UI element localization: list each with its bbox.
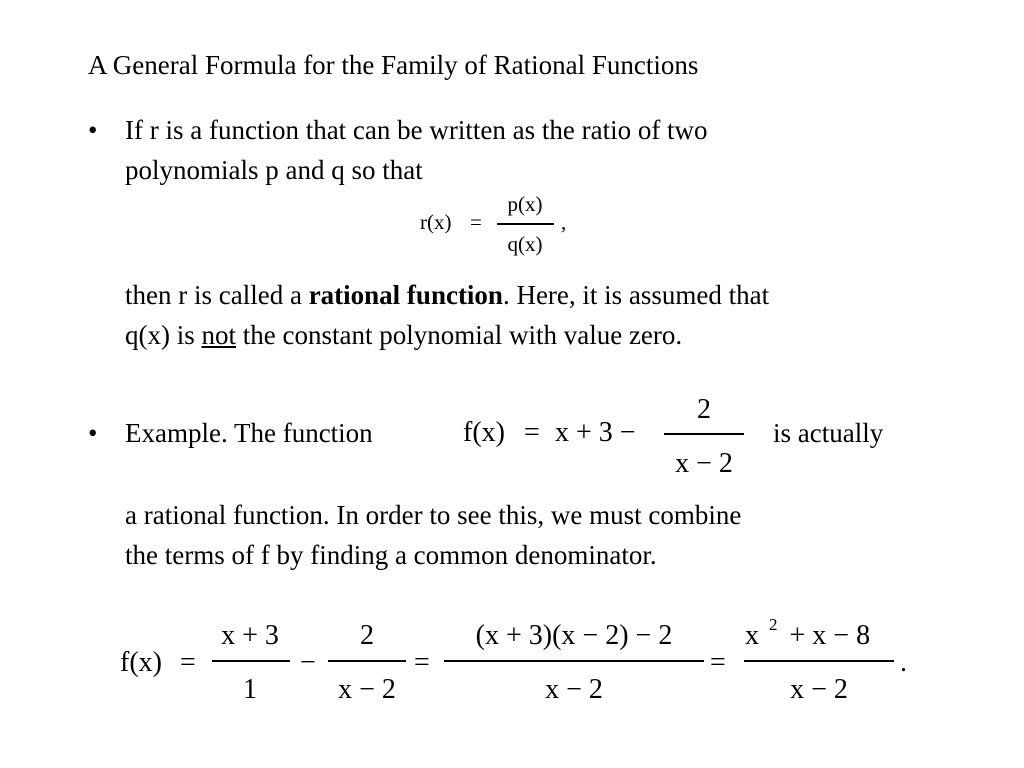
line3-text-end: . Here, it is assumed that — [502, 280, 770, 310]
slide-title: A General Formula for the Family of Rational Functions — [88, 50, 699, 80]
frac4-denominator: x − 2 — [790, 674, 848, 705]
formula-numerator: p(x) — [507, 192, 543, 216]
example-equals: = — [524, 417, 540, 448]
frac1-numerator: x + 3 — [221, 620, 279, 651]
bullet-marker-2: • — [88, 418, 98, 448]
bullet2-after: is actually — [773, 418, 884, 448]
example-numerator: 2 — [697, 394, 711, 425]
final-lhs: f(x) — [120, 647, 162, 678]
frac2-denominator: x − 2 — [338, 674, 396, 705]
final-period: . — [900, 647, 907, 678]
example-expr: x + 3 − — [555, 417, 636, 448]
final-minus: − — [300, 647, 316, 678]
final-equals-1: = — [180, 647, 196, 678]
frac4-bar — [744, 660, 894, 662]
bullet1-line2: polynomials p and q so that — [125, 155, 423, 185]
rational-function-term: rational function — [308, 280, 503, 310]
frac3-denominator: x − 2 — [545, 674, 603, 705]
bullet2-line2: a rational function. In order to see this, we must combine — [125, 500, 742, 530]
final-equals-2: = — [414, 647, 430, 678]
frac3-bar — [444, 660, 704, 662]
bullet2-intro: Example. The function — [125, 418, 373, 448]
bullet2-line3: the terms of f by finding a common denominator. — [125, 540, 657, 570]
line4-text: q(x) is — [125, 320, 202, 350]
formula-denominator: q(x) — [507, 232, 543, 256]
bullet-marker-1: • — [88, 115, 98, 145]
frac2-bar — [328, 660, 406, 662]
frac4-num-base: x — [745, 620, 759, 651]
not-emphasis: not — [201, 320, 237, 350]
frac4-num-rest: + x − 8 — [789, 620, 871, 651]
line3-text: then r is called a — [125, 280, 309, 310]
frac4-numerator — [745, 615, 871, 652]
frac4-num-exponent: 2 — [769, 615, 778, 634]
final-equals-3: = — [710, 647, 726, 678]
fraction-bar — [497, 223, 554, 225]
bullet1-line3 — [125, 280, 769, 311]
formula-equals: = — [470, 210, 482, 234]
frac1-denominator: 1 — [243, 674, 257, 705]
example-fraction-bar — [664, 433, 744, 435]
example-lhs: f(x) — [463, 417, 505, 448]
bullet1-line4 — [125, 320, 682, 351]
bullet1-line1: If r is a function that can be written as the ratio of two — [125, 115, 708, 145]
example-denominator: x − 2 — [675, 448, 733, 479]
formula-lhs: r(x) — [420, 210, 452, 234]
line4-text-end: the constant polynomial with value zero. — [236, 320, 683, 350]
formula-comma: , — [561, 210, 567, 234]
frac3-numerator: (x + 3)(x − 2) − 2 — [475, 620, 673, 651]
frac2-numerator: 2 — [360, 620, 374, 651]
frac1-bar — [212, 660, 290, 662]
